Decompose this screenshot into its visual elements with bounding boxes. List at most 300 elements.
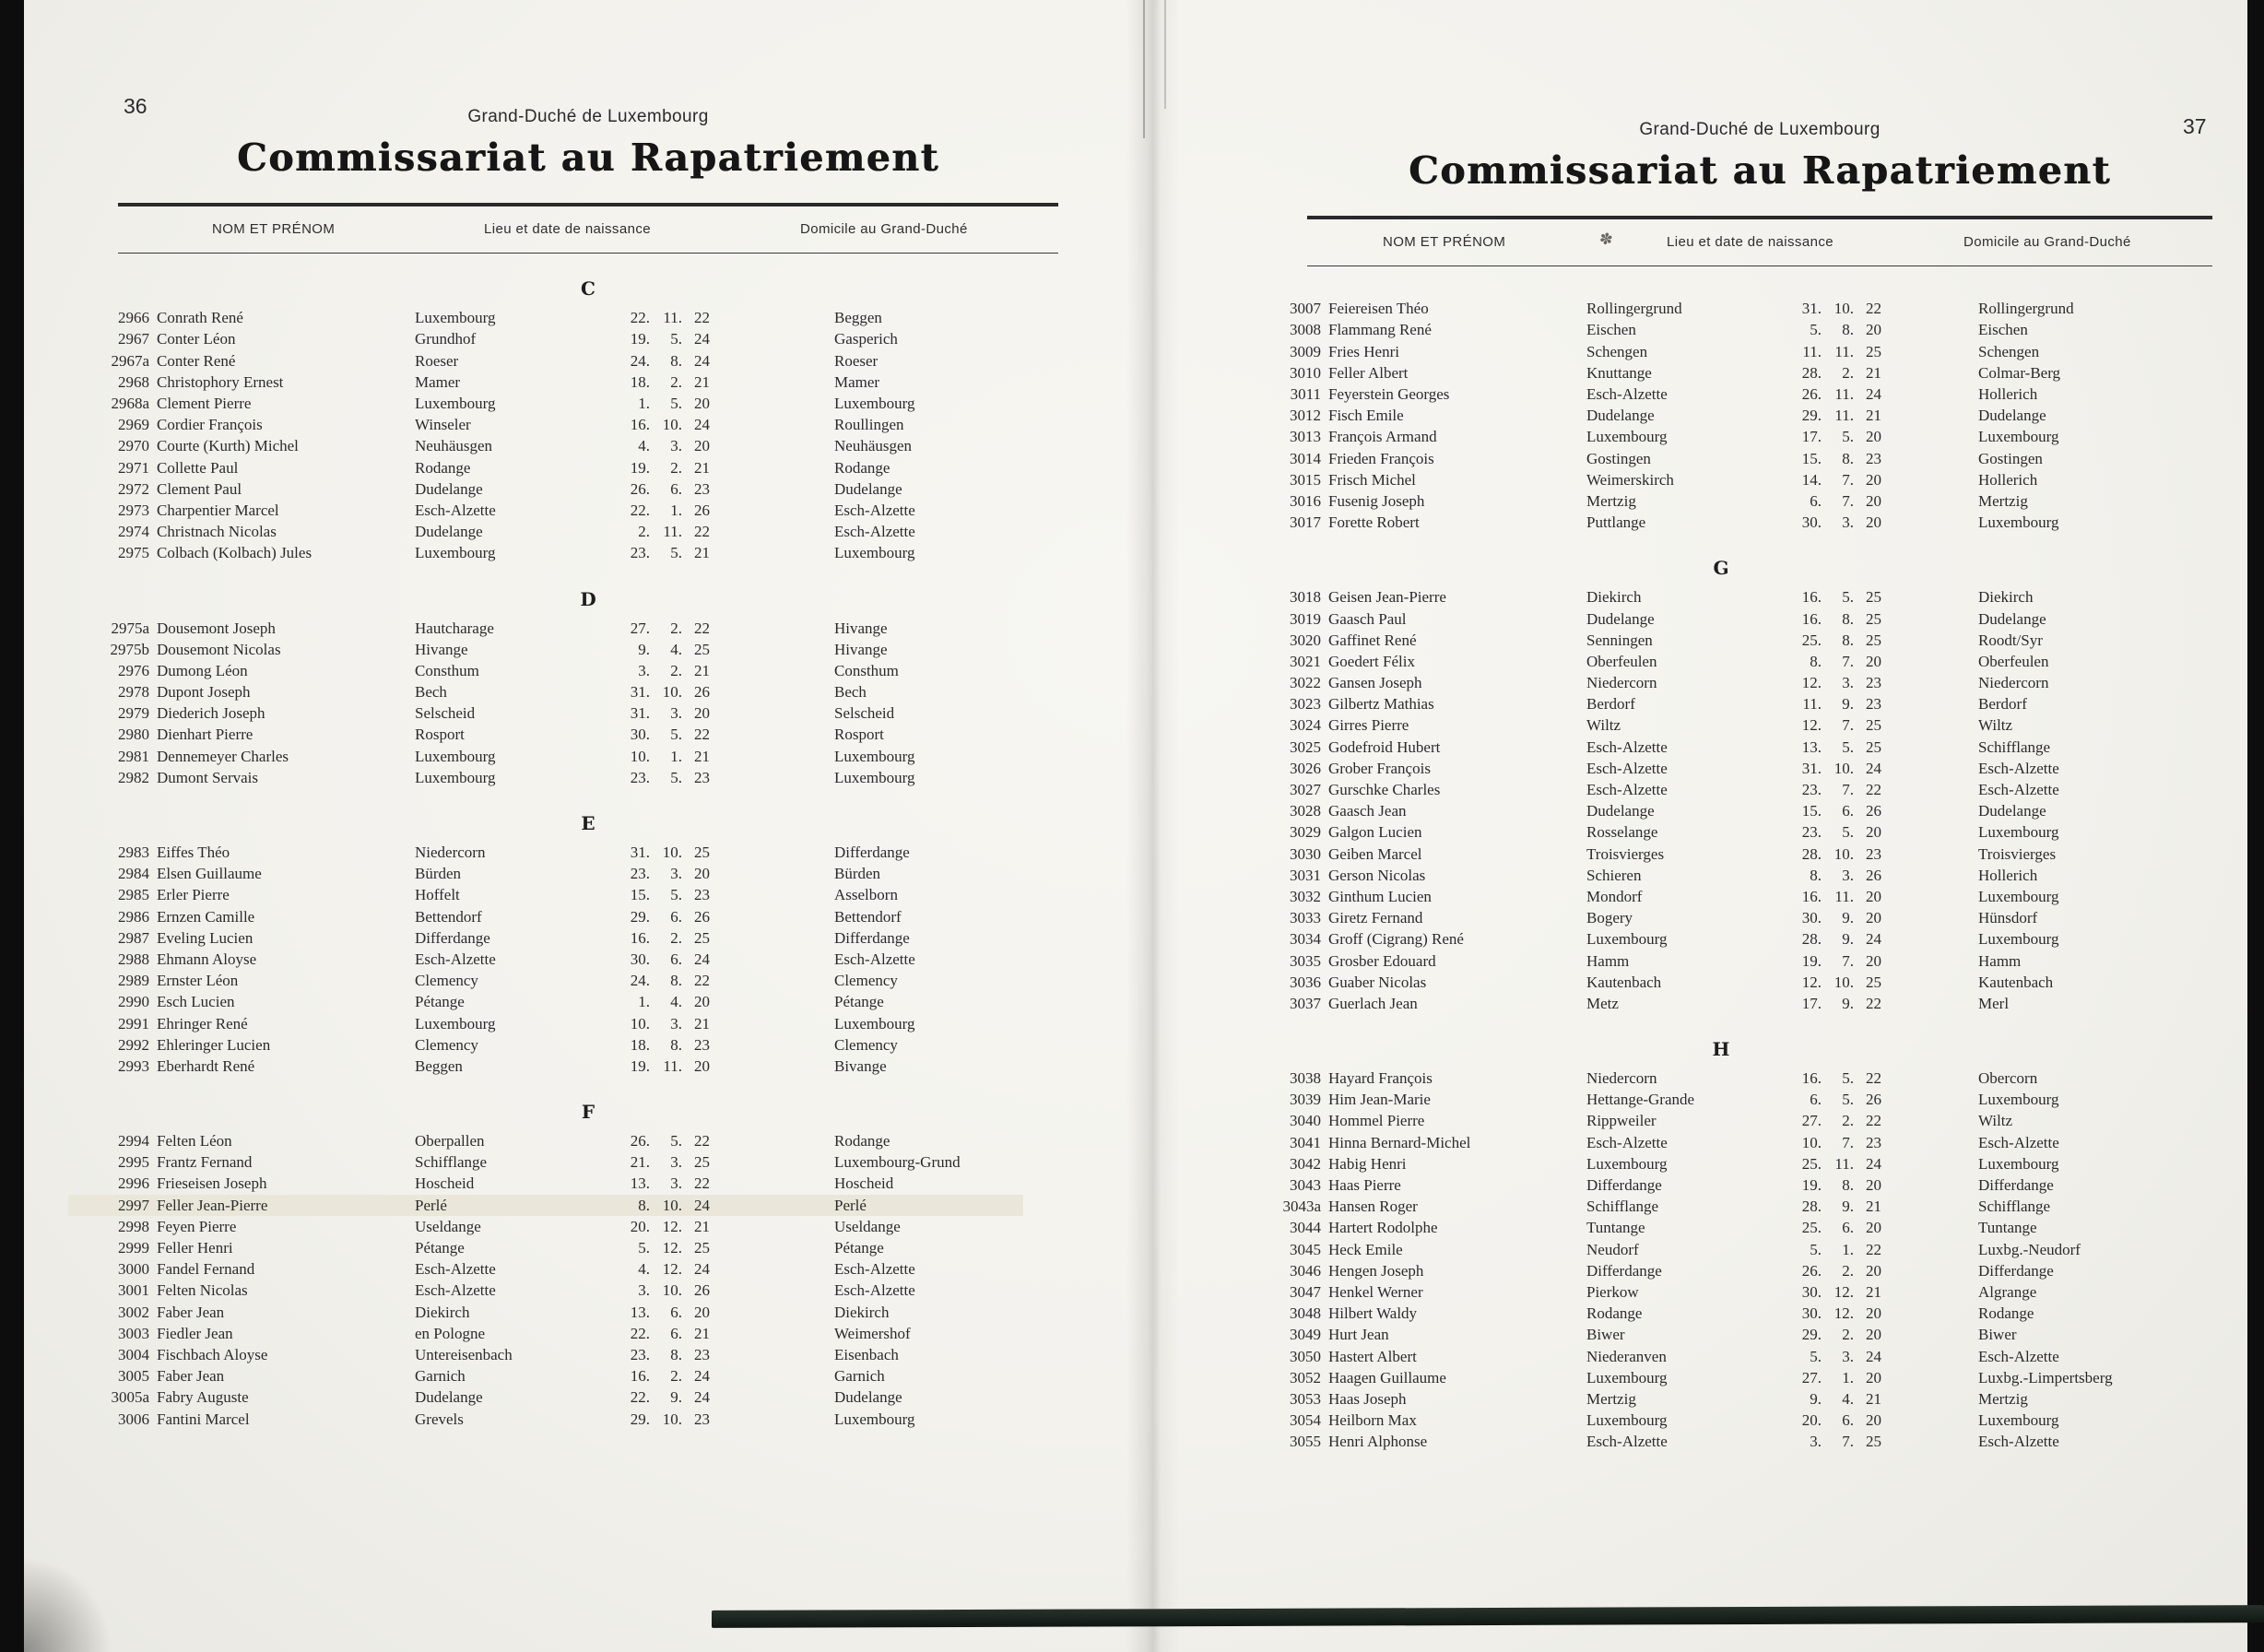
birth-day: 30.	[1801, 909, 1822, 927]
birth-year: 26	[694, 907, 710, 926]
birth-day: 15.	[1801, 449, 1822, 467]
birth-month: 2.	[670, 619, 682, 637]
birth-year: 21	[1866, 1198, 1881, 1216]
entry-number: 3005	[118, 1367, 149, 1386]
region-header: Grand-Duché de Luxembourg	[467, 107, 709, 126]
entry-name: Fiedler Jean	[157, 1324, 233, 1342]
birth-day: 23.	[1801, 823, 1822, 842]
entry-number: 2991	[118, 1014, 149, 1032]
birth-year: 20	[1866, 491, 1881, 510]
birth-day: 11.	[1802, 342, 1822, 360]
birth-day: 13.	[630, 1303, 650, 1321]
table-row	[1266, 384, 2190, 405]
birth-year: 23	[694, 1345, 710, 1363]
table-row	[1266, 1068, 2190, 1089]
entry-number: 3041	[1290, 1133, 1321, 1151]
birth-month: 1.	[1842, 1368, 1854, 1386]
birth-month: 2.	[670, 372, 682, 391]
entry-number: 3037	[1290, 994, 1321, 1012]
domicile: Rodange	[834, 458, 890, 477]
birth-day: 28.	[1801, 363, 1822, 382]
entry-number: 3008	[1290, 321, 1321, 339]
table-row	[1266, 1410, 2190, 1431]
birthplace: Gostingen	[1586, 449, 1651, 467]
entry-name: Haas Joseph	[1328, 1389, 1407, 1408]
birth-day: 24.	[630, 351, 650, 370]
column-spacer	[1881, 341, 1978, 362]
entry-name: Dousemont Joseph	[157, 619, 276, 637]
entry-number: 3026	[1290, 759, 1321, 777]
entry-number: 3001	[118, 1281, 149, 1300]
birth-month: 10.	[1834, 844, 1854, 863]
birth-month: 5.	[1842, 1069, 1854, 1088]
birth-year: 24	[694, 1260, 710, 1279]
table-row	[94, 1237, 1023, 1258]
table-row	[1266, 779, 2190, 800]
birthplace: Troisvierges	[1586, 844, 1665, 863]
entry-name: Fandel Fernand	[157, 1260, 255, 1279]
entry-number: 3025	[1290, 738, 1321, 756]
birth-day: 29.	[1801, 407, 1822, 425]
birth-year: 24	[1866, 1154, 1881, 1173]
table-row	[1266, 1153, 2190, 1174]
birthplace: Untereisenbach	[415, 1345, 513, 1363]
column-header-birth: Lieu et date de naissance	[1667, 233, 1834, 250]
domicile: Luxembourg	[834, 395, 915, 413]
column-spacer	[710, 1258, 834, 1280]
birth-month: 7.	[1842, 1433, 1854, 1451]
entry-name: Forette Robert	[1328, 513, 1420, 532]
entry-name: Conrath René	[157, 309, 243, 327]
birth-day: 29.	[630, 1410, 650, 1428]
birthplace: Dudelange	[1586, 609, 1655, 628]
birth-month: 2.	[670, 928, 682, 947]
column-spacer	[1881, 672, 1978, 693]
birth-year: 21	[1866, 1282, 1881, 1301]
table-row	[94, 724, 1023, 745]
birth-month: 10.	[662, 416, 682, 434]
birth-month: 6.	[670, 950, 682, 968]
birth-month: 5.	[670, 768, 682, 786]
birthplace: en Pologne	[415, 1324, 486, 1342]
birth-day: 12.	[1801, 973, 1822, 991]
birth-day: 5.	[1810, 1240, 1822, 1258]
entry-number: 3022	[1290, 674, 1321, 692]
birthplace: Hamm	[1586, 951, 1630, 970]
birthplace: Bürden	[415, 865, 462, 883]
birth-year: 22	[694, 1174, 710, 1193]
table-row	[1266, 1388, 2190, 1410]
column-spacer	[1881, 298, 1978, 319]
birth-month: 4.	[1842, 1389, 1854, 1408]
column-spacer	[710, 1323, 834, 1344]
domicile: Oberfeulen	[1978, 652, 2049, 670]
table-row	[1266, 362, 2190, 384]
entry-name: Christnach Nicolas	[157, 523, 277, 541]
birthplace: Luxembourg	[415, 395, 496, 413]
table-row	[94, 1323, 1023, 1344]
scan-edge-right	[2247, 0, 2264, 1652]
birth-month: 5.	[1842, 588, 1854, 607]
column-spacer	[710, 1130, 834, 1151]
birthplace: Useldange	[415, 1217, 481, 1235]
entry-number: 3018	[1290, 588, 1321, 607]
table-row	[94, 1130, 1023, 1151]
birth-year: 24	[694, 351, 710, 370]
domicile: Bivange	[834, 1056, 887, 1075]
column-spacer	[710, 991, 834, 1012]
table-row	[94, 414, 1023, 435]
domicile: Esch-Alzette	[1978, 1133, 2059, 1151]
entry-name: Ehleringer Lucien	[157, 1035, 271, 1054]
page-right	[1178, 0, 2246, 1608]
entry-number: 2984	[118, 865, 149, 883]
entry-number: 2981	[118, 747, 149, 765]
birth-year: 20	[1866, 428, 1881, 446]
domicile: Dudelange	[1978, 802, 2046, 820]
birth-month: 2.	[1842, 1326, 1854, 1344]
birth-year: 20	[694, 395, 710, 413]
entry-number: 2995	[118, 1153, 149, 1172]
table-row	[94, 681, 1023, 702]
column-spacer	[710, 393, 834, 414]
birth-year: 21	[694, 747, 710, 765]
table-row	[94, 435, 1023, 456]
column-spacer	[1881, 907, 1978, 928]
column-spacer	[1881, 448, 1978, 469]
column-spacer	[710, 1302, 834, 1323]
register-section	[94, 588, 1023, 789]
domicile: Esch-Alzette	[1978, 759, 2059, 777]
column-spacer	[710, 863, 834, 884]
birth-day: 19.	[630, 330, 650, 348]
table-row	[1266, 865, 2190, 886]
entry-number: 3031	[1290, 866, 1321, 884]
domicile: Diekirch	[1978, 588, 2034, 607]
entry-name: Ernster Léon	[157, 972, 239, 990]
entry-name: Haas Pierre	[1328, 1176, 1401, 1195]
table-row	[1266, 298, 2190, 319]
column-spacer	[1881, 928, 1978, 950]
birth-month: 8.	[1842, 609, 1854, 628]
birth-day: 23.	[1801, 781, 1822, 799]
entry-number: 2999	[118, 1239, 149, 1257]
birth-day: 17.	[1801, 994, 1822, 1012]
column-spacer	[710, 1151, 834, 1173]
column-spacer	[710, 1013, 834, 1034]
domicile: Luxbg.-Neudorf	[1978, 1240, 2081, 1258]
entry-name: Felten Nicolas	[157, 1281, 248, 1300]
column-spacer	[1881, 362, 1978, 384]
birth-month: 12.	[1834, 1304, 1854, 1323]
entry-number: 2966	[118, 309, 149, 327]
column-spacer	[710, 767, 834, 788]
birth-day: 29.	[1801, 1326, 1822, 1344]
birth-day: 26.	[630, 1132, 650, 1150]
entry-name: Frantz Fernand	[157, 1153, 253, 1172]
birth-day: 30.	[1801, 1304, 1822, 1323]
birth-month: 2.	[670, 661, 682, 679]
domicile: Luxembourg	[834, 544, 915, 562]
birth-year: 25	[1866, 588, 1881, 607]
table-row	[1266, 1217, 2190, 1238]
birth-month: 11.	[1834, 887, 1854, 905]
entry-number: 3015	[1290, 470, 1321, 489]
birth-month: 2.	[1842, 1112, 1854, 1130]
birth-year: 20	[694, 865, 710, 883]
birth-day: 19.	[1801, 1176, 1822, 1195]
column-spacer	[1881, 1239, 1978, 1260]
entry-name: Grober François	[1328, 759, 1431, 777]
birth-month: 9.	[1842, 909, 1854, 927]
domicile: Niedercorn	[1978, 674, 2049, 692]
ink-stamp-icon: ✽	[1598, 229, 1615, 249]
table-row	[1266, 950, 2190, 972]
domicile: Obercorn	[1978, 1069, 2038, 1088]
birthplace: Diekirch	[415, 1303, 470, 1321]
birthplace: Schifflange	[1586, 1198, 1659, 1216]
birth-year: 20	[1866, 951, 1881, 970]
birth-year: 22	[1866, 994, 1881, 1012]
column-spacer	[1881, 1346, 1978, 1367]
entry-name: Heilborn Max	[1328, 1411, 1417, 1430]
entry-number: 3010	[1290, 363, 1321, 382]
entry-name: Charpentier Marcel	[157, 501, 279, 519]
column-spacer	[1881, 1217, 1978, 1238]
birth-month: 10.	[662, 1410, 682, 1428]
birth-day: 22.	[630, 1388, 650, 1407]
entry-number: 3054	[1290, 1411, 1321, 1430]
birthplace: Hivange	[415, 640, 468, 658]
birth-month: 8.	[1842, 321, 1854, 339]
birthplace: Schengen	[1586, 342, 1648, 360]
column-spacer	[1881, 469, 1978, 490]
column-spacer	[710, 1237, 834, 1258]
birth-month: 4.	[670, 993, 682, 1011]
table-row	[1266, 341, 2190, 362]
column-spacer	[1881, 630, 1978, 651]
column-spacer	[1881, 800, 1978, 821]
entry-number: 2987	[118, 928, 149, 947]
birth-month: 6.	[1842, 1411, 1854, 1430]
birthplace: Luxembourg	[1586, 930, 1668, 949]
column-spacer	[710, 350, 834, 372]
header-rule	[118, 253, 1058, 254]
birthplace: Grundhof	[415, 330, 477, 348]
birthplace: Roeser	[415, 351, 459, 370]
domicile: Asselborn	[834, 886, 898, 904]
section-letter-d: D	[580, 587, 596, 610]
birthplace: Esch-Alzette	[1586, 781, 1668, 799]
column-spacer	[1881, 586, 1978, 608]
birthplace: Bettendorf	[415, 907, 482, 926]
table-row	[1266, 693, 2190, 714]
entry-number: 2993	[118, 1056, 149, 1075]
column-spacer	[1881, 490, 1978, 512]
birth-year: 23	[1866, 674, 1881, 692]
birth-day: 31.	[1801, 300, 1822, 318]
domicile: Consthum	[834, 661, 899, 679]
domicile: Wiltz	[1978, 1112, 2013, 1130]
birth-day: 25.	[1801, 1219, 1822, 1237]
domicile: Differdange	[1978, 1176, 2054, 1195]
birth-year: 23	[1866, 695, 1881, 714]
column-spacer	[1881, 693, 1978, 714]
entry-name: Dienhart Pierre	[157, 726, 254, 744]
table-row	[1266, 586, 2190, 608]
birth-day: 12.	[1801, 674, 1822, 692]
column-spacer	[710, 906, 834, 927]
entry-name: Guaber Nicolas	[1328, 973, 1427, 991]
birthplace: Luxembourg	[1586, 1368, 1668, 1386]
table-row	[94, 328, 1023, 349]
entry-number: 3028	[1290, 802, 1321, 820]
birth-day: 30.	[1801, 513, 1822, 532]
birthplace: Dudelange	[415, 1388, 483, 1407]
birth-month: 3.	[1842, 1347, 1854, 1365]
birth-year: 25	[1866, 716, 1881, 735]
entry-number: 2985	[118, 886, 149, 904]
birth-year: 20	[1866, 1326, 1881, 1344]
birth-day: 9.	[638, 640, 650, 658]
domicile: Differdange	[834, 928, 910, 947]
table-row	[1266, 1367, 2190, 1388]
register-section	[94, 277, 1023, 563]
birth-month: 5.	[670, 726, 682, 744]
birth-day: 1.	[638, 395, 650, 413]
birth-month: 1.	[1842, 1240, 1854, 1258]
birth-year: 23	[694, 479, 710, 498]
birth-day: 26.	[1801, 385, 1822, 404]
birthplace: Luxembourg	[1586, 428, 1668, 446]
entry-name: Henkel Werner	[1328, 1282, 1423, 1301]
birthplace: Dudelange	[1586, 407, 1655, 425]
table-row	[1266, 821, 2190, 843]
birth-day: 27.	[1801, 1368, 1822, 1386]
birth-year: 22	[1866, 781, 1881, 799]
entry-number: 3033	[1290, 909, 1321, 927]
entry-name: Ehmann Aloyse	[157, 950, 257, 968]
birth-day: 5.	[1810, 321, 1822, 339]
birth-day: 16.	[1801, 1069, 1822, 1088]
book-gutter-shadow	[1126, 0, 1180, 1652]
birth-month: 2.	[670, 458, 682, 477]
birthplace: Metz	[1586, 994, 1619, 1012]
birth-day: 31.	[630, 683, 650, 702]
birth-day: 28.	[1801, 844, 1822, 863]
birth-day: 20.	[630, 1217, 650, 1235]
entry-name: Godefroid Hubert	[1328, 738, 1441, 756]
birthplace: Rollingergrund	[1586, 300, 1682, 318]
birth-month: 5.	[1842, 738, 1854, 756]
domicile: Hivange	[834, 619, 888, 637]
table-row	[1266, 651, 2190, 672]
table-row	[1266, 886, 2190, 907]
birthplace: Luxembourg	[415, 768, 496, 786]
birth-month: 8.	[670, 1345, 682, 1363]
entry-name: Conter Léon	[157, 330, 236, 348]
entry-number: 2975	[118, 544, 149, 562]
birth-day: 22.	[630, 501, 650, 519]
column-header-name: NOM ET PRÉNOM	[212, 220, 336, 237]
birth-year: 21	[1866, 1389, 1881, 1408]
entry-name: Haagen Guillaume	[1328, 1368, 1446, 1386]
birth-day: 19.	[630, 458, 650, 477]
domicile: Mertzig	[1978, 1389, 2028, 1408]
entry-name: Ehringer René	[157, 1014, 248, 1032]
table-row	[1266, 319, 2190, 340]
table-row	[94, 1151, 1023, 1173]
table-row	[1266, 972, 2190, 993]
column-spacer	[710, 1280, 834, 1301]
entry-number: 3043a	[1282, 1198, 1321, 1216]
table-row	[1266, 714, 2190, 736]
table-row	[94, 927, 1023, 949]
entry-number: 2997	[118, 1196, 149, 1214]
domicile: Bech	[834, 683, 867, 702]
birth-month: 11.	[1834, 342, 1854, 360]
domicile: Bettendorf	[834, 907, 902, 926]
birth-day: 16.	[1801, 887, 1822, 905]
birth-year: 21	[694, 544, 710, 562]
domicile: Roullingen	[834, 416, 904, 434]
domicile: Pétange	[834, 1239, 884, 1257]
birth-day: 6.	[1810, 1091, 1822, 1109]
column-spacer	[1881, 651, 1978, 672]
birth-day: 22.	[630, 1324, 650, 1342]
entry-number: 3036	[1290, 973, 1321, 991]
birth-day: 30.	[630, 726, 650, 744]
entry-name: Feller Jean-Pierre	[157, 1196, 268, 1214]
birthplace: Luxembourg	[415, 309, 496, 327]
domicile: Roodt/Syr	[1978, 631, 2043, 649]
domicile: Garnich	[834, 1367, 885, 1386]
entry-number: 3050	[1290, 1347, 1321, 1365]
entry-name: Feiereisen Théo	[1328, 300, 1429, 318]
birth-day: 3.	[638, 1281, 650, 1300]
birth-year: 25	[1866, 342, 1881, 360]
entry-name: Colbach (Kolbach) Jules	[157, 544, 312, 562]
table-row	[94, 863, 1023, 884]
birthplace: Esch-Alzette	[415, 1260, 496, 1279]
table-row	[94, 1344, 1023, 1365]
domicile: Hivange	[834, 640, 888, 658]
birthplace: Knuttange	[1586, 363, 1652, 382]
birth-year: 24	[694, 1367, 710, 1386]
table-row	[94, 884, 1023, 905]
entry-name: Esch Lucien	[157, 993, 235, 1011]
column-spacer	[1881, 737, 1978, 758]
column-spacer	[710, 457, 834, 478]
entry-number: 2988	[118, 950, 149, 968]
birthplace: Luxembourg	[415, 544, 496, 562]
birthplace: Mamer	[415, 372, 461, 391]
domicile: Differdange	[834, 844, 910, 862]
birthplace: Berdorf	[1586, 695, 1635, 714]
birth-day: 12.	[1801, 716, 1822, 735]
birthplace: Selscheid	[415, 704, 476, 723]
table-row	[1266, 608, 2190, 630]
birth-day: 10.	[1801, 1133, 1822, 1151]
domicile: Weimershof	[834, 1324, 911, 1342]
birth-day: 30.	[630, 950, 650, 968]
column-spacer	[710, 884, 834, 905]
entry-number: 3000	[118, 1260, 149, 1279]
table-row	[1266, 1110, 2190, 1131]
entry-name: Faber Jean	[157, 1303, 225, 1321]
entry-number: 3038	[1290, 1069, 1321, 1088]
page-number: 36	[124, 94, 147, 118]
